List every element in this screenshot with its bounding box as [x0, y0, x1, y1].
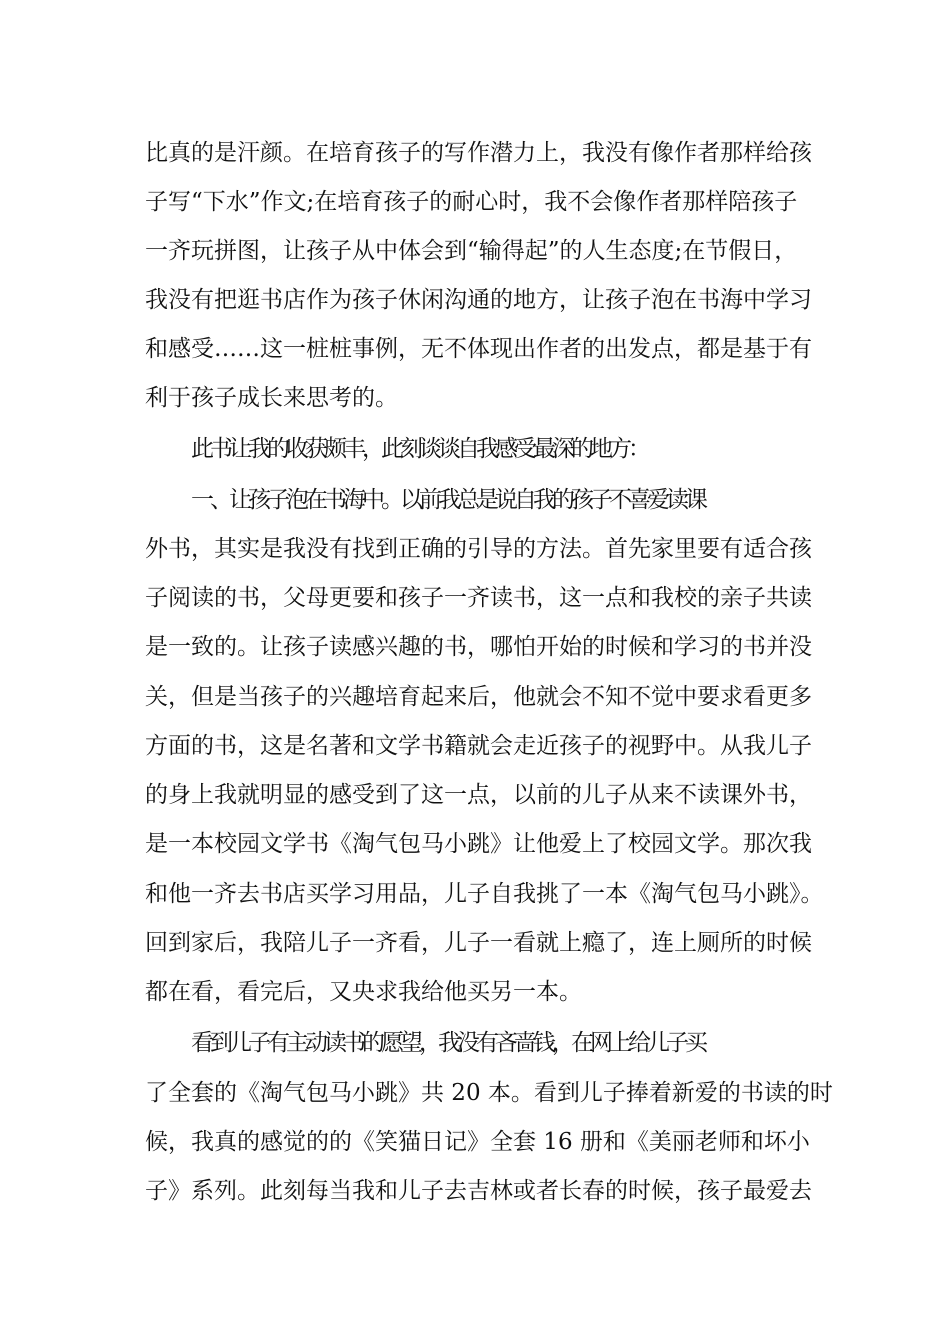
text-line: 方面的书，这是名著和文学书籍就会走近孩子的视野中。从我儿子 — [145, 733, 812, 759]
text-line: 比真的是汗颜。在培育孩子的写作潜力上，我没有像作者那样给孩 — [145, 140, 812, 166]
text-line: 了全套的《淘气包马小跳》共 20 本。看到儿子捧着新爱的书读的时 — [145, 1080, 833, 1106]
text-line: 和他一齐去书店买学习用品，儿子自我挑了一本《淘气包马小跳》。 — [145, 881, 824, 907]
text-line: 候，我真的感觉的的《笑猫日记》全套 16 册和《美丽老师和坏小 — [145, 1129, 810, 1155]
text-line: 外书，其实是我没有找到正确的引导的方法。首先家里要有适合孩 — [145, 536, 812, 562]
paragraph-first-line: 看到儿子有主动读书的愿望，我没有吝啬钱，在网上给儿子买 — [191, 1030, 704, 1056]
text-line: 都在看，看完后，又央求我给他买另一本。 — [145, 979, 582, 1005]
text-line: 是一致的。让孩子读感兴趣的书，哪怕开始的时候和学习的书并没 — [145, 634, 812, 660]
text-line: 子写“下水”作文;在培育孩子的耐心时，我不会像作者那样陪孩子 — [145, 189, 798, 215]
text-line: 一齐玩拼图，让孩子从中体会到“输得起”的人生态度;在节假日， — [145, 238, 798, 264]
text-line: 是一本校园文学书《淘气包马小跳》让他爱上了校园文学。那次我 — [145, 831, 812, 857]
text-line: 的身上我就明显的感受到了这一点，以前的儿子从来不读课外书， — [145, 782, 812, 808]
text-line: 和感受……这一桩桩事例，无不体现出作者的出发点，都是基于有 — [145, 336, 812, 362]
text-line: 我没有把逛书店作为孩子休闲沟通的地方，让孩子泡在书海中学习 — [145, 287, 812, 313]
text-line: 子》系列。此刻每当我和儿子去吉林或者长春的时候，孩子最爱去 — [145, 1178, 812, 1204]
text-line: 回到家后，我陪儿子一齐看，儿子一看就上瘾了，连上厕所的时候 — [145, 930, 812, 956]
paragraph-first-line: 此书让我的收获颇丰，此刻谈谈自我感受最深的地方： — [191, 436, 647, 462]
text-line: 子阅读的书，父母更要和孩子一齐读书，这一点和我校的亲子共读 — [145, 585, 812, 611]
text-line: 关，但是当孩子的兴趣培育起来后，他就会不知不觉中要求看更多 — [145, 684, 812, 710]
text-line: 利于孩子成长来思考的。 — [145, 385, 398, 411]
paragraph-first-line: 一、让孩子泡在书海中。以前我总是说自我的孩子不喜爱读课 — [191, 487, 704, 513]
